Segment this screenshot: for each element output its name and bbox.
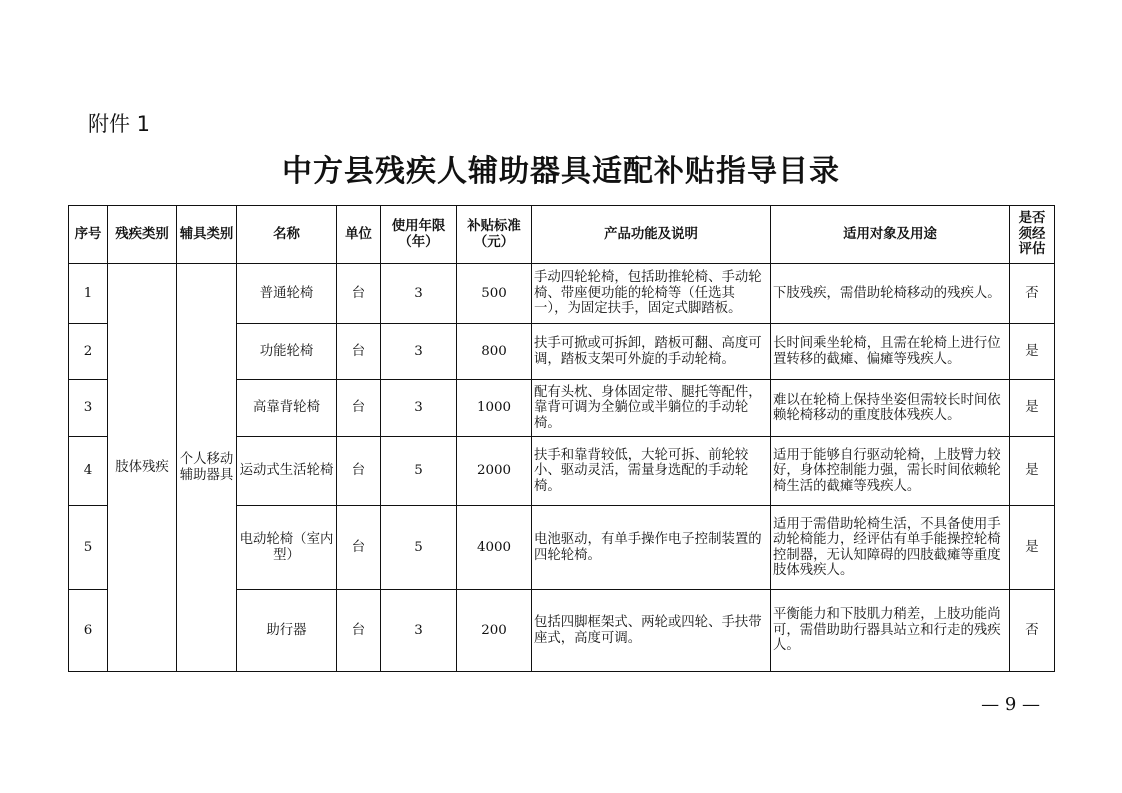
row-target: 下肢残疾，需借助轮椅移动的残疾人。 [771, 264, 1010, 324]
row-name: 运动式生活轮椅 [237, 437, 337, 506]
row-unit: 台 [337, 590, 381, 672]
row-assessment: 是 [1010, 437, 1055, 506]
row-function: 配有头枕、身体固定带、腿托等配件，靠背可调为全躺位或半躺位的手动轮椅。 [532, 380, 771, 437]
row-years: 3 [381, 380, 457, 437]
row-years: 3 [381, 590, 457, 672]
header-years: 使用年限（年） [381, 206, 457, 264]
row-years: 5 [381, 437, 457, 506]
row-target: 适用于能够自行驱动轮椅，上肢臂力较好，身体控制能力强，需长时间依赖轮椅生活的截瘫等残疾人。 [771, 437, 1010, 506]
row-assessment: 是 [1010, 380, 1055, 437]
row-subsidy: 4000 [457, 506, 532, 590]
row-function: 电池驱动，有单手操作电子控制装置的四轮轮椅。 [532, 506, 771, 590]
row-target: 长时间乘坐轮椅，且需在轮椅上进行位置转移的截瘫、偏瘫等残疾人。 [771, 324, 1010, 380]
row-subsidy: 2000 [457, 437, 532, 506]
row-subsidy: 800 [457, 324, 532, 380]
row-function: 扶手和靠背较低，大轮可拆、前轮较小、驱动灵活，需量身选配的手动轮椅。 [532, 437, 771, 506]
row-name: 功能轮椅 [237, 324, 337, 380]
disability-category-cell: 肢体残疾 [108, 264, 177, 672]
aid-category-cell: 个人移动辅助器具 [177, 264, 237, 672]
row-target: 平衡能力和下肢肌力稍差，上肢功能尚可，需借助助行器具站立和行走的残疾人。 [771, 590, 1010, 672]
header-target: 适用对象及用途 [771, 206, 1010, 264]
row-no: 5 [69, 506, 108, 590]
header-function: 产品功能及说明 [532, 206, 771, 264]
table-header-row [69, 206, 1055, 264]
row-no: 4 [69, 437, 108, 506]
header-unit: 单位 [337, 206, 381, 264]
row-subsidy: 500 [457, 264, 532, 324]
subsidy-catalog-table [68, 205, 1055, 672]
page-number: — 9 — [981, 694, 1040, 715]
table-row [69, 264, 1055, 324]
row-years: 5 [381, 506, 457, 590]
row-unit: 台 [337, 264, 381, 324]
row-function: 手动四轮轮椅，包括助推轮椅、手动轮椅、带座便功能的轮椅等（任选其一），为固定扶手，固定式脚踏板。 [532, 264, 771, 324]
row-no: 1 [69, 264, 108, 324]
row-target: 难以在轮椅上保持坐姿但需较长时间依赖轮椅移动的重度肢体残疾人。 [771, 380, 1010, 437]
row-no: 2 [69, 324, 108, 380]
row-assessment: 否 [1010, 264, 1055, 324]
row-unit: 台 [337, 380, 381, 437]
header-aid-category: 辅具类别 [177, 206, 237, 264]
row-no: 6 [69, 590, 108, 672]
document-title: 中方县残疾人辅助器具适配补贴指导目录 [282, 154, 840, 189]
row-name: 普通轮椅 [237, 264, 337, 324]
row-years: 3 [381, 264, 457, 324]
row-no: 3 [69, 380, 108, 437]
row-unit: 台 [337, 324, 381, 380]
header-no: 序号 [69, 206, 108, 264]
row-unit: 台 [337, 437, 381, 506]
row-name: 助行器 [237, 590, 337, 672]
header-assessment: 是否须经评估 [1010, 206, 1055, 264]
row-name: 电动轮椅（室内型） [237, 506, 337, 590]
row-assessment: 否 [1010, 590, 1055, 672]
header-subsidy: 补贴标准（元） [457, 206, 532, 264]
row-function: 包括四脚框架式、两轮或四轮、手扶带座式，高度可调。 [532, 590, 771, 672]
row-years: 3 [381, 324, 457, 380]
row-name: 高靠背轮椅 [237, 380, 337, 437]
header-name: 名称 [237, 206, 337, 264]
row-target: 适用于需借助轮椅生活，不具备使用手动轮椅能力，经评估有单手能操控轮椅控制器，无认知障碍的四肢截瘫等重度肢体残疾人。 [771, 506, 1010, 590]
header-disability-category: 残疾类别 [108, 206, 177, 264]
row-assessment: 是 [1010, 324, 1055, 380]
row-assessment: 是 [1010, 506, 1055, 590]
row-subsidy: 200 [457, 590, 532, 672]
row-function: 扶手可掀或可拆卸，踏板可翻、高度可调，踏板支架可外旋的手动轮椅。 [532, 324, 771, 380]
attachment-label: 附件 1 [88, 112, 151, 136]
row-subsidy: 1000 [457, 380, 532, 437]
row-unit: 台 [337, 506, 381, 590]
